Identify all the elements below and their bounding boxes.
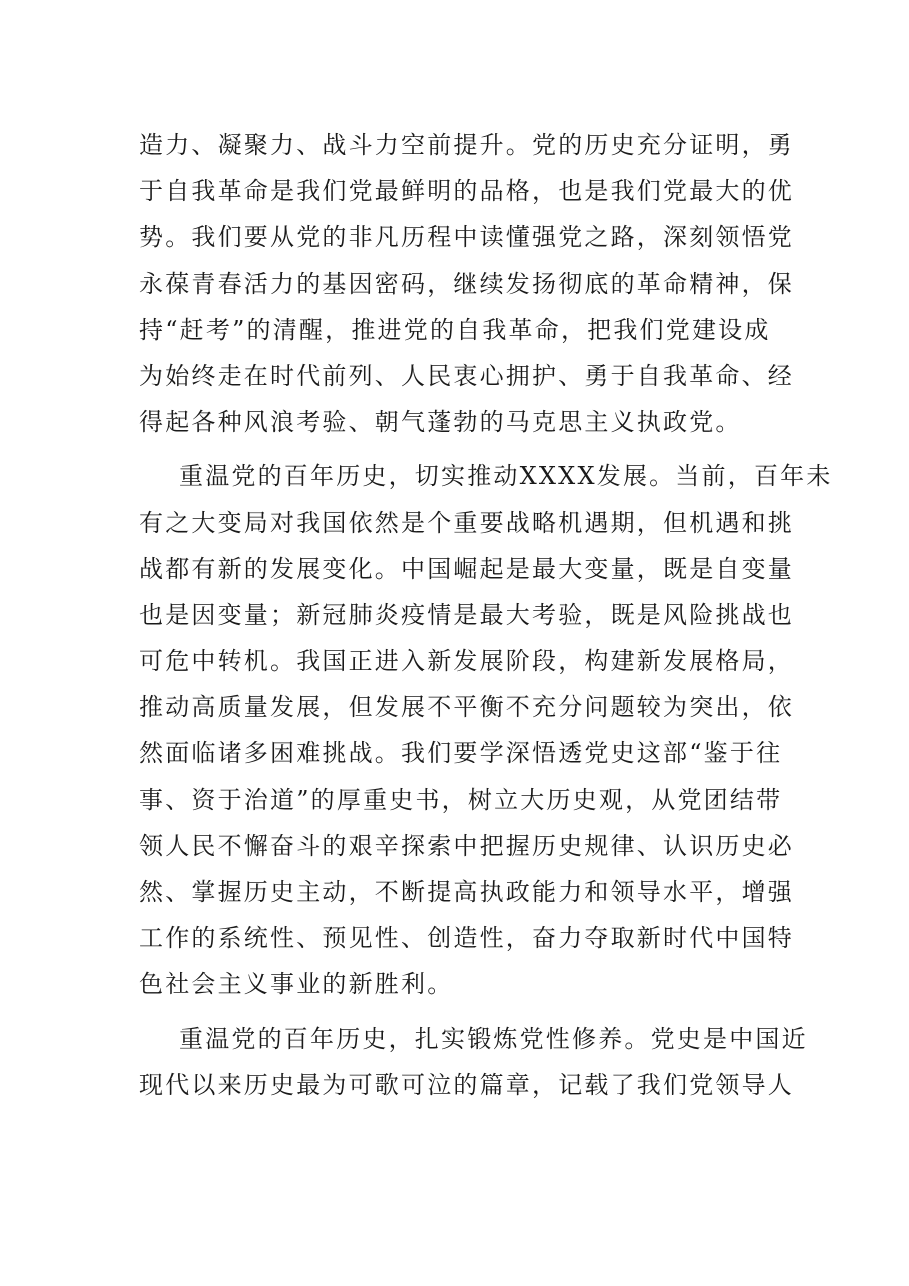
- paragraph-line: 然、掌握历史主动，不断提高执政能力和领导水平，增强: [139, 878, 794, 906]
- paragraph-line: 然面临诸多困难挑战。我们要学深悟透党史这部“鉴于往: [139, 739, 783, 768]
- paragraph-line: 也是因变量；新冠肺炎疫情是最大考验，既是风险挑战也: [139, 600, 794, 629]
- paragraph-line: 为始终走在时代前列、人民衷心拥护、勇于自我革命、经: [139, 361, 794, 390]
- paragraph-line: 得起各种风浪考验、朝气蓬勃的马克思主义执政党。: [139, 408, 742, 437]
- paragraph-line: 色社会主义事业的新胜利。: [139, 970, 454, 999]
- paragraph-line: 战都有新的发展变化。中国崛起是最大变量，既是自变量: [139, 554, 794, 583]
- paragraph-line: 可危中转机。我国正进入新发展阶段，构建新发展格局，: [139, 647, 794, 676]
- paragraph-gap: [139, 445, 779, 453]
- paragraph-first-line: 重温党的百年历史，扎实锻炼党性修养。党史是中国近: [179, 1024, 808, 1053]
- paragraph-line: 领人民不懈奋斗的艰辛探索中把握历史规律、认识历史必: [139, 831, 794, 860]
- paragraph-line: 永葆青春活力的基因密码，继续发扬彻底的革命精神，保: [139, 269, 794, 298]
- paragraph-line: 造力、凝聚力、战斗力空前提升。党的历史充分证明，勇: [139, 131, 794, 159]
- paragraph-gap: [139, 1008, 779, 1016]
- paragraph-line: 持“赶考”的清醒，推进党的自我革命，把我们党建设成: [139, 315, 771, 344]
- paragraph-line: 于自我革命是我们党最鲜明的品格，也是我们党最大的优: [139, 177, 794, 206]
- paragraph-line: 有之大变局对我国依然是个重要战略机遇期，但机遇和挑: [139, 508, 794, 537]
- paragraph-3: [139, 1016, 808, 1108]
- paragraph-line: 势。我们要从党的非凡历程中读懂强党之路，深刻领悟党: [139, 223, 794, 252]
- paragraph-2: [139, 453, 833, 1007]
- paragraph-line: 现代以来历史最为可歌可泣的篇章，记载了我们党领导人: [139, 1070, 794, 1099]
- document-body: [139, 122, 833, 1108]
- paragraph-line: 推动高质量发展，但发展不平衡不充分问题较为突出，依: [139, 693, 794, 722]
- paragraph-first-line: 重温党的百年历史，切实推动XXXX发展。当前，百年未: [179, 462, 833, 491]
- paragraph-1: [139, 122, 794, 445]
- paragraph-line: 工作的系统性、预见性、创造性，奋力夺取新时代中国特: [139, 924, 794, 953]
- paragraph-line: 事、资于治道”的厚重史书，树立大历史观，从党团结带: [139, 785, 783, 814]
